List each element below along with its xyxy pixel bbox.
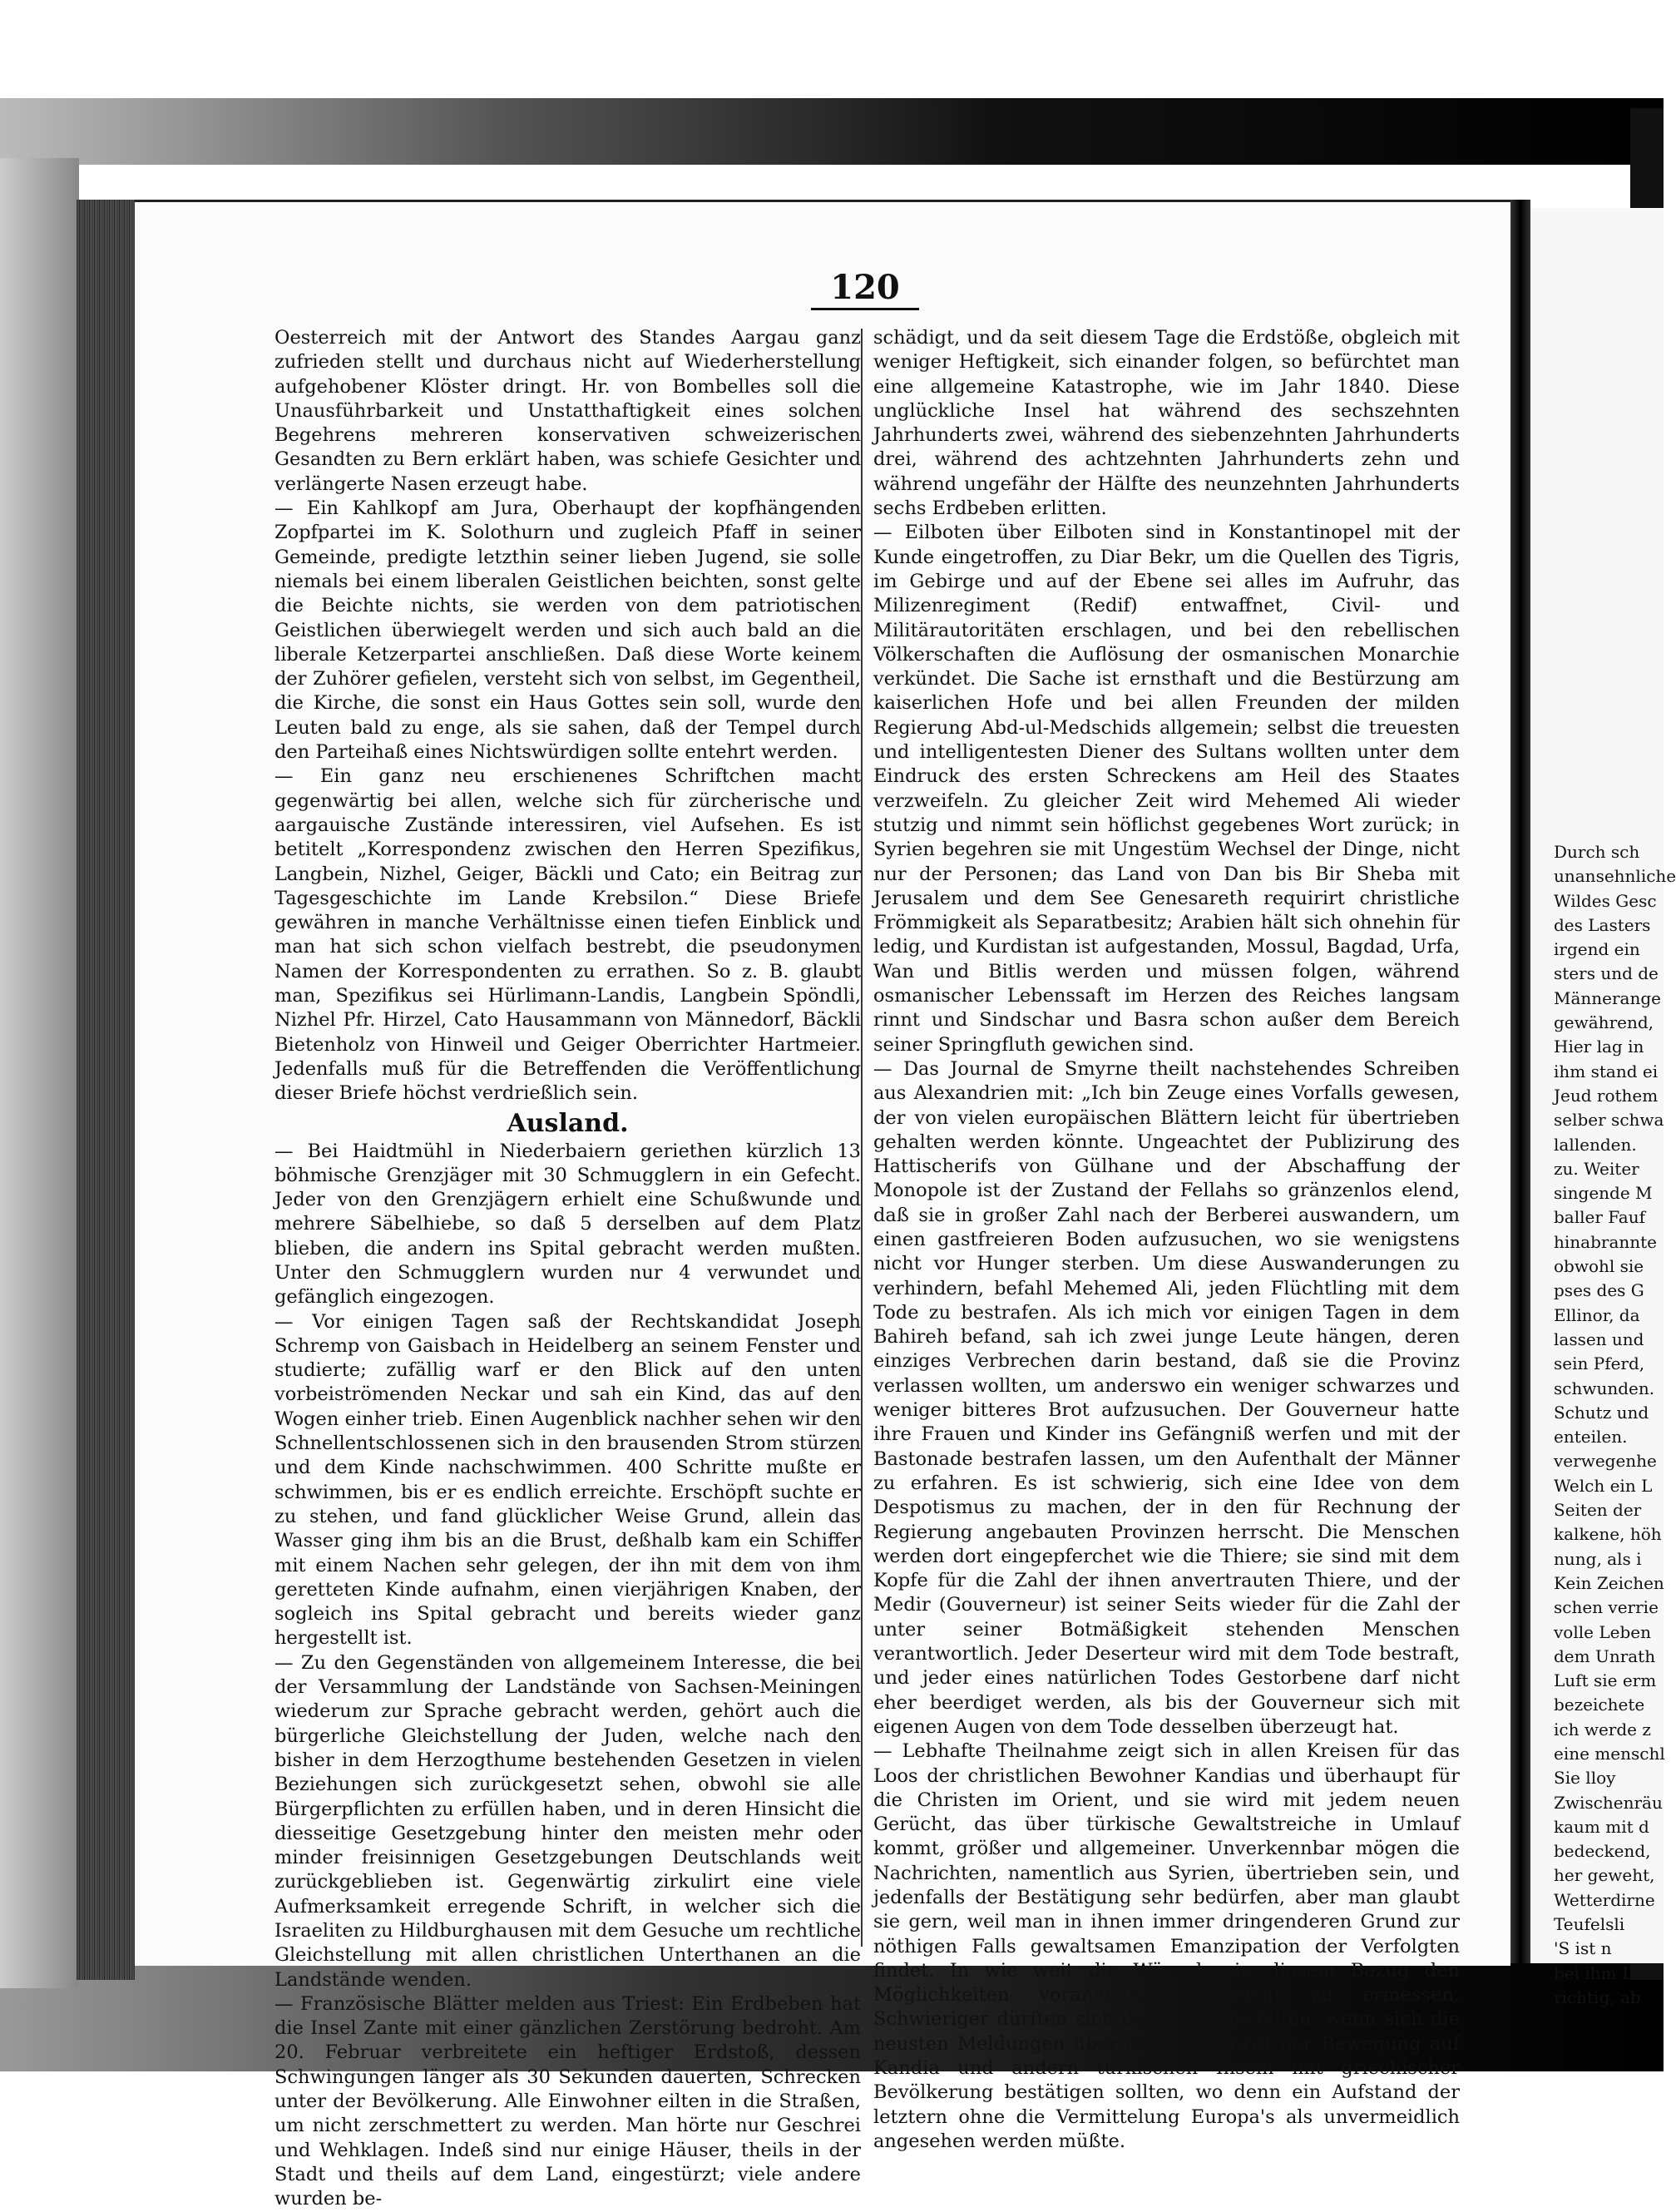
fragment-line: Hier lag in [1554,1037,1644,1057]
fragment-line: obwohl sie [1554,1256,1644,1277]
fragment-line: sein Pferd, [1554,1353,1645,1374]
fragment-line: 'S ist n [1554,1938,1612,1959]
fragment-line: kalkene, höh [1554,1524,1662,1545]
fragment-line: ihm stand ei [1554,1061,1659,1081]
fragment-line: Luft sie erm [1554,1670,1657,1691]
fragment-line: Wetterdirne [1554,1889,1655,1910]
middle-paragraph: schädigt, und da seit diesem Tage die Erdstöße, obgleich mit weniger Heftigkeit, sich einander folgen, so befürchtet man eine allgemeine Katastrophe, wie im Jahr 1840. Diese unglückliche Insel hat während des sechszehnten Jahrhunderts zwei, während des siebenzehnten Jahrhunderts drei, während des achtzehnten Jahrhunderts zehn und während ungefähr der Hälfte des neunzehnten Jahrhunderts sechs Erdbeben erlitten. [873,327,1460,520]
left-paragraph: — Französische Blätter melden aus Triest: Ein Erdbeben hat die Insel Zante mit einer gänzlichen Zerstörung bedroht. Am 20. Februar verbreitete ein heftiger Erdstoß, dessen Schwingungen länger als 30 Sekunden dauerten, Schrecken unter der Bevölkerung. Alle Einwohner eilten in die Straßen, um nicht zerschmettert zu werden. Man hörte nur Geschrei und Wehklagen. Indeß sind nur einige Häuser, theils in der Stadt und theils auf dem Land, eingestürzt; viele andere wurden be- [274,1992,861,2210]
fragment-line: zu. Weiter [1554,1158,1639,1179]
fragment-line: eine menschl [1554,1743,1665,1764]
fragment-line: pses des G [1554,1280,1644,1301]
fragment-line: bezeichete [1554,1695,1645,1715]
fragment-line: richtig, ab [1554,1987,1641,2007]
fragment-line: lallenden. [1554,1134,1637,1155]
fragment-line: gewährend, [1554,1012,1654,1033]
middle-column [873,326,1460,2154]
fragment-line: baller Fauf [1554,1207,1645,1228]
fragment-line: unansehnliche [1554,866,1676,887]
left-paragraph: — Ein Kahlkopf am Jura, Oberhaupt der kopfhängenden Zopfpartei im K. Solothurn und zugleich Pfaff in seiner Gemeinde, predigte letzthin seiner lieben Jugend, sie solle niemals bei einem liberalen Geistlichen beichten, sonst gelte die Beichte nichts, sie werden von dem patriotischen Geistlichen überwiegelt werden und sich auch bald an die liberale Ketzerpartei anschließen. Daß diese Worte keinem der Zuhörer gefielen, versteht sich von selbst, im Gegentheil, die Kirche, die sonst ein Haus Gottes sein soll, wurde den Leuten bald zu enge, als sie sahen, daß der Tempel durch den Parteihaß eines Nichtswürdigen sollte entehrt werden. [274,497,861,764]
fragment-line: selber schwa [1554,1110,1664,1131]
fragment-line: enteilen. [1554,1427,1628,1447]
fragment-line: ich werde z [1554,1719,1651,1739]
scan-top-shadow [0,98,1664,165]
fragment-line: dem Unrath [1554,1645,1656,1666]
book-left-shadow [0,158,79,1988]
fragment-line: Sie lloy [1554,1768,1616,1789]
fragment-line: lassen und [1554,1329,1644,1349]
left-paragraph: — Ein ganz neu erschienenes Schriftchen macht gegenwärtig bei allen, welche sich für zürcherische und aargauische Zustände interessiren, viel Aufsehen. Es ist betitelt „Korrespondenz zwischen den Herren Spezifikus, Langbein, Nizhel, Geiger, Bäckli und Cato; ein Beitrag zur Tagesgeschichte im Lande Krebsilon.“ Diese Briefe gewähren in manche Verhältnisse einen tiefen Einblick und man hat sich schon vielfach bestrebt, die pseudonymen Namen der Korrespondenten zu errathen. So z. B. glaubt man, Spezifikus sei Hürlimann-Landis, Langbein Spöndli, Nizhel Pfr. Hirzel, Cato Hausammann von Männedorf, Bäckli Bietenholz von Hinweil und Geiger Oberrichter Hartmeier. Jedenfalls muß für die Betreffenden die Veröffentlichung dieser Briefe höchst verdrießlich sein. [274,765,861,1105]
fragment-line: bedeckend, [1554,1841,1651,1862]
fragment-line: Schutz und [1554,1402,1649,1423]
page-number: 120 [830,268,900,307]
middle-paragraph: — Eilboten über Eilboten sind in Konstantinopel mit der Kunde eingetroffen, zu Diar Bekr, um die Quellen des Tigris, im Gebirge und auf der Ebene sei alles im Aufruhr, das Milizenregiment (Redif) entwaffnet, Civil- und Militärautoritäten erschlagen, und bei den rebellischen Völkerschaften die Auflösung der osmanischen Monarchie verkündet. Die Sache ist ernsthaft und die Bestürzung am kaiserlichen Hofe und bei allen Freunden der milden Regierung Abd-ul-Medschids allgemein; selbst die treuesten und intelligentesten Diener des Sultans wollten unter dem Eindruck des ersten Schreckens am Heil des Staates verzweifeln. Zu gleicher Zeit wird Mehemed Ali wieder stutzig und nimmt sein höflichst gegebenes Wort zurück; in Syrien begehren sie mit Ungestüm Wechsel der Dinge, nicht nur der Personen; das Land von Dan bis Bir Sheba mit Jerusalem und dem See Genesareth requirirt christliche Frömmigkeit als Separatbesitz; Arabien hält sich ohnehin für ledig, und Kurdistan ist aufgestanden, Mossul, Bagdad, Urfa, Wan und Bitlis werden und müssen folgen, während osmanischer Lebenssaft im Herzen des Reiches langsam rinnt und Sindschar und Basra schon außer dem Bereich seiner Springfluth gewichen sind. [873,522,1460,1056]
fragment-line: nung, als i [1554,1548,1642,1569]
left-paragraph: — Vor einigen Tagen saß der Rechtskandidat Joseph Schremp von Gaisbach in Heidelberg an seinem Fenster und studierte; zufällig warf er den Blick auf den unten vorbeiströmenden Neckar und sah ein Kind, das auf den Wogen einher trieb. Einen Augenblick nachher sehen wir den Schnellentschlossenen sich in den brausenden Strom stürzen und dem Kinde nachschwimmen. 400 Schritte mußte er schwimmen, bis er es endlich erreichte. Erschöpft suchte er zu stehen, und fand glücklicher Weise Grund, allein das Wasser ging ihm bis an die Brust, deßhalb kam ein Schiffer mit einem Nachen sehr gelegen, der ihn mit dem von ihm geretteten Kinde aufnahm, einen vierjährigen Knaben, der sogleich ins Spital gebracht und bereits wieder ganz hergestellt ist. [274,1310,861,1650]
middle-paragraph: — Das Journal de Smyrne theilt nachstehendes Schreiben aus Alexandrien mit: „Ich bin Zeuge eines Vorfalls gewesen, der von vielen europäischen Blättern leicht für übertrieben gehalten werden könnte. Ungeachtet der Publizirung des Hattischerifs von Gülhane und der Abschaffung der Monopole ist der Zustand der Fellahs so gränzenlos elend, daß sie in großer Zahl nach der Berberei auswandern, um einen gastfreieren Boden aufzusuchen, wo sie wenigstens nicht vor Hunger sterben. Um diese Auswanderungen zu verhindern, befahl Mehemed Ali, jeden Flüchtling mit dem Tode zu bestrafen. Als ich mich vor einigen Tagen in dem Bahireh befand, sah ich zwei junge Leute hängen, deren einziges Verbrechen darin bestand, daß sie die Provinz verlassen wollten, um anderswo ein weniger schwarzes und weniger bitteres Brot aufzusuchen. Der Gouverneur hatte ihre Frauen und Kinder ins Gefängniß werfen und mit der Bastonade bestrafen lassen, um den Aufenthalt der Männer zu erfahren. Es ist schwierig, sich eine Idee von dem Despotismus zu machen, der in den für Rechnung der Regierung angebauten Provinzen herrscht. Die Menschen werden dort eingepferchet wie die Thiere; sie sind mit dem Kopfe für die Zahl der ihnen anvertrauten Thiere, und der Medir (Gouverneur) ist seiner Seits wieder für die Zahl der unter seiner Botmäßigkeit stehenden Menschen verantwortlich. Jeder Deserteur wird mit dem Tode bestraft, und jeder eines natürlichen Todes Gestorbene darf nicht eher beerdiget werden, als bis der Gouverneur sich mit eigenen Augen von dem Tode desselben überzeugt hat. [873,1057,1460,1738]
fragment-line: Jeud rothem [1554,1085,1659,1106]
fragment-line: schen verrie [1554,1597,1659,1618]
left-paragraph: Oesterreich mit der Antwort des Standes Aargau ganz zufrieden stellt und durchaus nicht auf Wiederherstellung aufgehobener Klöster dringt. Hr. von Bombelles soll die Unausführbarkeit und Unstatthaftigkeit eines solchen Begehrens mehreren konservativen schweizerischen Gesandten zu Bern erklärt haben, was schiefe Gesichter und verlängerte Nasen erzeugt habe. [274,327,861,495]
fragment-line: Kein Zeichen [1554,1572,1664,1593]
fragment-line: schwunden. [1554,1378,1655,1398]
left-paragraph: — Bei Haidtmühl in Niederbaiern geriethen kürzlich 13 böhmische Grenzjäger mit 30 Schmugglern in ein Gefecht. Jeder von den Grenzjägern erhielt eine Schußwunde und mehrere Säbelhiebe, so daß 5 derselben auf dem Platz blieben, die andern ins Spital gebracht werden mußten. Unter den Schmugglern wurden nur 4 verwundet und gefänglich eingezogen. [274,1140,861,1309]
fragment-line: sters und de [1554,963,1659,984]
facing-page-fragment [1554,840,1676,2010]
fragment-line: Zwischenräu [1554,1792,1663,1813]
fragment-line: bei ihm La [1554,1962,1644,1983]
middle-paragraph: — Lebhafte Theilnahme zeigt sich in allen Kreisen für das Loos der christlichen Bewohner Kandias und überhaupt für die Christen im Orient, und sie wird mit jedem neuen Gerücht, das über türkische Gewaltstreiche in Umlauf kommt, größer und allgemeiner. Unverkennbar mögen die Nachrichten, namentlich aus Syrien, übertrieben sein, und jedenfalls der Bestätigung sehr bedürfen, aber man glaubt sie gern, weil man in ihnen immer dringenderen Grund zur nöthigen Falls gewaltsamen Emanzipation der Verfolgten findet. In wie weit die Wünsche in diesem Bezug den Möglichkeiten voraneilen, ist leicht zu ermessen. Schwieriger dürften sich die Dinge gestalten, wenn sich die neusten Meldungen über den Fortschritt der Bewegung auf Kandia und andern türkischen Inseln mit griechischer Bevölkerung bestätigen sollten, wo denn ein Aufstand der letztern ohne die Vermittelung Europa's als unvermeidlich angesehen werden müßte. [873,1740,1460,2152]
section-heading: Ausland. [507,1108,629,1138]
fragment-line: kaum mit d [1554,1816,1649,1837]
page-number-rule [811,308,919,310]
left-paragraph: — Zu den Gegenständen von allgemeinem Interesse, die bei der Versammlung der Landstände von Sachsen-Meiningen wiederum zur Sprache gebracht werden, gehört auch die bürgerliche Gleichstellung der Juden, welche nach den bisher in dem Herzogthume bestehenden Gesetzen in vielen Beziehungen sich zurückgesetzt sehen, obwohl sie alle Bürgerpflichten zu erfüllen haben, und in deren Hinsicht die diesseitige Gesetzgebung hinter den meisten mehr oder minder freisinnigen Gesetzgebungen Deutschlands weit zurückgeblieben ist. Gegenwärtig zirkulirt eine viele Aufmerksamkeit erregende Schrift, in welcher sich die Israeliten zu Hildburghausen mit dem Gesuche um rechtliche Gleichstellung mit allen christlichen Unterthanen an die Landstände wenden. [274,1651,861,1991]
fragment-line: singende M [1554,1183,1653,1204]
fragment-line: Seiten der [1554,1500,1642,1521]
fragment-line: irgend ein [1554,939,1640,960]
column-divider [861,329,863,1947]
fragment-line: Teufelsli [1554,1914,1625,1935]
fragment-line: Durch sch [1554,842,1640,862]
fragment-line: Ellinor, da [1554,1304,1640,1325]
fragment-line: Wildes Gesc [1554,890,1657,911]
fragment-line: verwegenhe [1554,1451,1657,1472]
fragment-line: hinabrannte [1554,1231,1658,1252]
fragment-line: Welch ein L [1554,1475,1653,1496]
left-column [274,326,861,2212]
fragment-line: her geweht, [1554,1865,1655,1886]
fragment-line: des Lasters [1554,914,1651,935]
page-stack-edge [77,200,135,1980]
book-gutter [1510,200,1530,1963]
fragment-line: volle Leben [1554,1621,1651,1642]
fragment-line: Männerange [1554,987,1662,1008]
